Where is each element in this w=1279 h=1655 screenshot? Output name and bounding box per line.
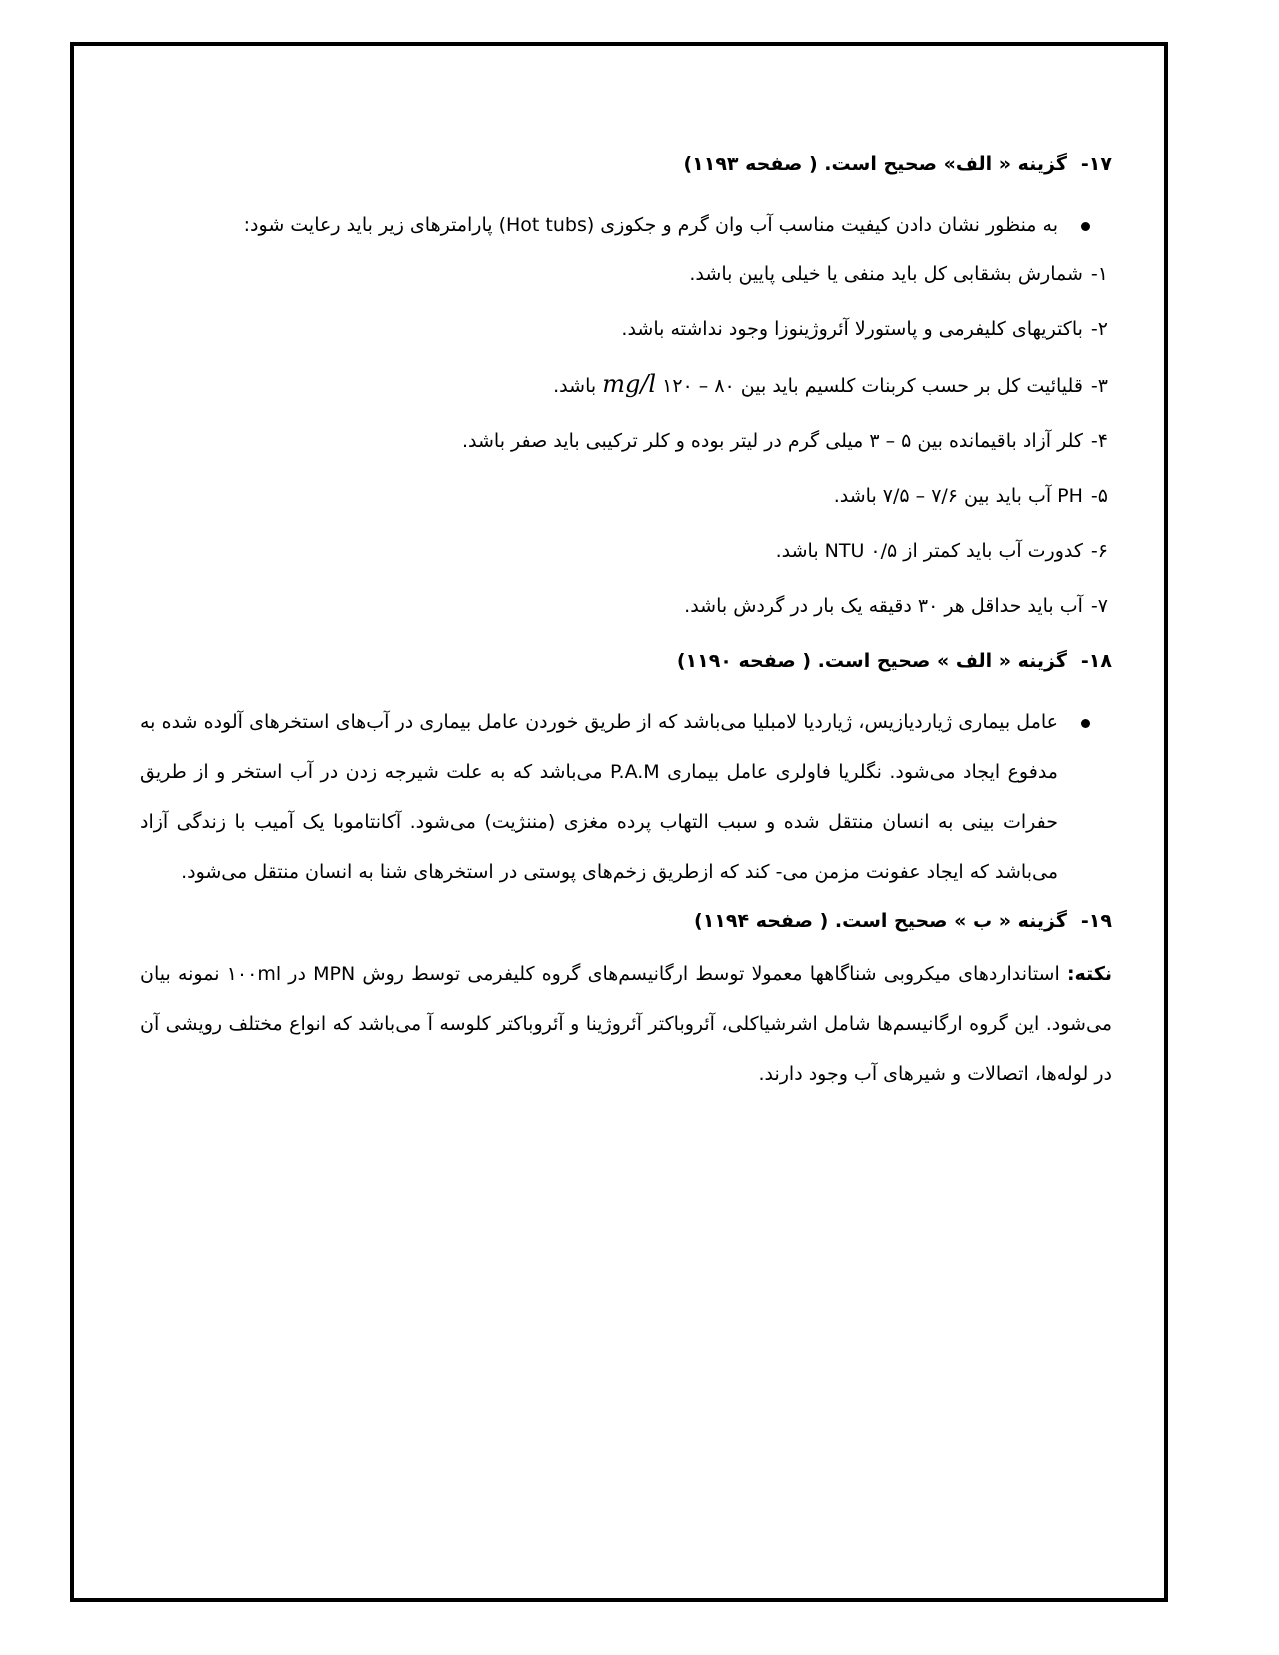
- document-body: [140, 150, 1112, 1099]
- list-item-number: ۶-: [1090, 540, 1108, 562]
- list-item-text: قلیائیت کل بر حسب کربنات کلسیم باید بین: [740, 375, 1083, 397]
- list-item: [140, 482, 1112, 510]
- question-17-number: ۱۷-: [1080, 153, 1112, 175]
- question-17-heading-text: گزینه « الف» صحیح است. ( صفحه ۱۱۹۳): [683, 153, 1067, 175]
- list-item-number: ۴-: [1090, 430, 1108, 452]
- question-17-bullet: [140, 200, 1112, 250]
- list-item-number: ۷-: [1090, 595, 1108, 617]
- list-item: [140, 537, 1112, 565]
- question-19-number: ۱۹-: [1080, 910, 1112, 932]
- list-item: [140, 260, 1112, 288]
- question-18-number: ۱۸-: [1080, 650, 1112, 672]
- list-item-number: ۱-: [1090, 263, 1108, 285]
- note-label: نکته:: [1066, 963, 1112, 985]
- question-17-heading: [140, 150, 1112, 178]
- list-item-text: PH آب باید بین ۷/۶ – ۷/۵ باشد.: [833, 485, 1083, 507]
- list-item-text: کدورت آب باید کمتر از NTU ۰/۵ باشد.: [775, 540, 1083, 562]
- list-item-number: ۲-: [1090, 318, 1108, 340]
- question-18-heading: [140, 647, 1112, 675]
- list-item-number: ۳-: [1090, 375, 1108, 397]
- unit-fraction: mg/l: [602, 370, 657, 398]
- question-18-bullet-text: عامل بیماری ژیاردیازیس، ژیاردیا لامبلیا می‌باشد که از طریق خوردن عامل بیماری در آب‌های استخرهای آلوده شده به مدفوع ایجاد می‌شود. نگلریا فاولری عامل بیماری P.A.M می‌باشد که به علت شیرجه زدن در آب استخر و از طریق حفرات بینی به انسان منتقل شده و سبب التهاب پرده مغزی (مننژیت) می‌شود. آکانتاموبا یک آمیب با زندگی آزاد می‌باشد که ایجاد عفونت مزمن می- کند که ازطریق زخم‌های پوستی در استخرهای شنا به انسان منتقل می‌شود.: [140, 711, 1058, 883]
- note-text: استانداردهای میکروبی شناگاهها معمولا توسط ارگانیسم‌های گروه کلیفرمی توسط روش MPN در ۱۰۰ml نمونه بیان می‌شود. این گروه ارگانیسم‌ها شامل اشرشیاکلی، آئروباکتر آئروژینا و آئروباکتر کلوسه آ می‌باشد که انواع مختلف رویشی آن در لوله‌ها، اتصالات و شیرهای آب وجود دارند.: [140, 963, 1112, 1085]
- bullet-dot-icon: [1081, 222, 1090, 231]
- question-17-bullet-text: به منظور نشان دادن کیفیت مناسب آب وان گرم و جکوزی (Hot tubs) پارامترهای زیر باید رعایت شود:: [243, 214, 1058, 236]
- list-item: [140, 315, 1112, 343]
- question-18-bullet: [140, 697, 1112, 897]
- list-item-text: آب باید حداقل هر ۳۰ دقیقه یک بار در گردش باشد.: [684, 595, 1083, 617]
- list-item-number: ۵-: [1090, 485, 1108, 507]
- list-item-text: باکتریهای کلیفرمی و پاستورلا آئروژینوزا وجود نداشته باشد.: [621, 318, 1083, 340]
- list-item-text-end: ۱۲۰ – ۸۰ باشد.: [553, 375, 735, 397]
- list-item: [140, 427, 1112, 455]
- list-item: [140, 370, 1112, 400]
- bullet-dot-icon: [1081, 719, 1090, 728]
- question-18-heading-text: گزینه « الف » صحیح است. ( صفحه ۱۱۹۰): [676, 650, 1067, 672]
- question-19-heading: [140, 907, 1112, 935]
- question-19-heading-text: گزینه « ب » صحیح است. ( صفحه ۱۱۹۴): [694, 910, 1067, 932]
- list-item-text: کلر آزاد باقیمانده بین ۵ – ۳ میلی گرم در لیتر بوده و کلر ترکیبی باید صفر باشد.: [461, 430, 1083, 452]
- question-19-note: [140, 949, 1112, 1099]
- list-item: [140, 592, 1112, 620]
- list-item-text: شمارش بشقابی کل باید منفی یا خیلی پایین باشد.: [689, 263, 1083, 285]
